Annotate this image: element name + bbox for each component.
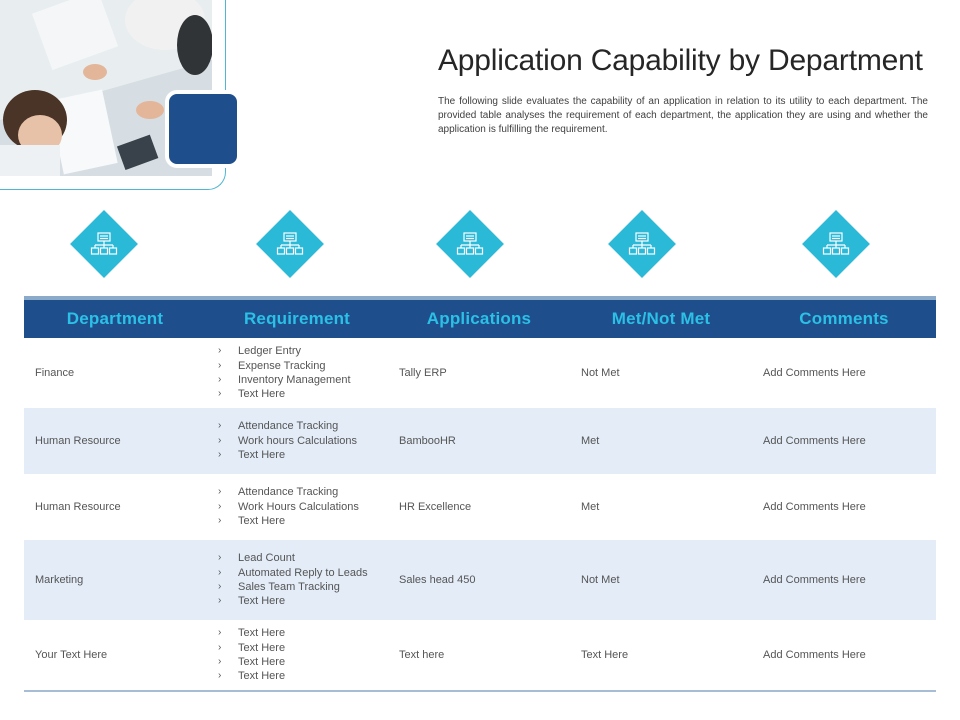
chevron-right-icon: › [218, 670, 222, 682]
requirement-item: › Text Here [218, 670, 286, 683]
requirement-item: › Lead Count [218, 552, 295, 565]
page-title: Application Capability by Department [438, 44, 923, 77]
chevron-right-icon: › [218, 449, 222, 461]
requirement-cell [206, 344, 388, 402]
page-subtitle: The following slide evaluates the capability of an application in relation to its utility to each department. The provided table analyses the requirement of each department, the application they are using and whether the application is fulfilling the requirement. [438, 96, 928, 135]
met-status-cell: Not Met [581, 574, 620, 586]
requirement-item: › Sales Team Tracking [218, 581, 340, 593]
table-row [24, 620, 936, 690]
comment-cell: Add Comments Here [763, 501, 866, 513]
application-cell: Sales head 450 [399, 574, 476, 586]
application-cell: Tally ERP [399, 367, 447, 379]
comment-cell: Add Comments Here [763, 435, 866, 447]
chevron-right-icon: › [218, 345, 222, 357]
capability-table [24, 296, 936, 692]
requirement-item: › Text Here [218, 515, 286, 528]
comment-cell: Add Comments Here [763, 649, 866, 661]
comment-cell: Add Comments Here [763, 367, 866, 379]
chevron-right-icon: › [218, 486, 222, 498]
requirement-item: › Work Hours Calculations [218, 500, 359, 513]
application-cell: Text here [399, 649, 445, 661]
department-cell: Human Resource [35, 501, 121, 513]
requirement-cell [206, 551, 388, 609]
requirement-item: › Text Here [218, 449, 286, 462]
chevron-right-icon: › [218, 552, 222, 564]
header-department: Department [66, 309, 164, 328]
chevron-right-icon: › [218, 374, 222, 385]
met-status-cell: Met [581, 501, 600, 513]
accent-square [165, 90, 241, 168]
chevron-right-icon: › [218, 420, 222, 432]
requirement-cell [206, 626, 388, 684]
requirement-item: › Work hours Calculations [218, 434, 358, 447]
department-cell: Your Text Here [35, 649, 108, 661]
met-status-cell: Met [581, 435, 600, 447]
sitemap-icon [276, 232, 304, 256]
department-cell: Human Resource [35, 435, 121, 447]
requirement-item: › Text Here [218, 656, 286, 668]
table-row [24, 408, 936, 474]
chevron-right-icon: › [218, 656, 222, 667]
chevron-right-icon: › [218, 641, 222, 653]
chevron-right-icon: › [218, 434, 222, 446]
sitemap-icon [822, 232, 850, 256]
sitemap-icon [628, 232, 656, 256]
requirement-item: › Text Here [218, 388, 286, 401]
requirement-item: › Expense Tracking [218, 359, 326, 372]
table-row [24, 540, 936, 620]
requirement-item: › Ledger Entry [218, 345, 301, 358]
department-cell: Marketing [35, 574, 84, 586]
header-requirement: Requirement [243, 309, 351, 328]
sitemap-icon [456, 232, 484, 256]
application-cell: HR Excellence [399, 501, 472, 513]
department-cell: Finance [35, 367, 75, 379]
requirement-cell [206, 419, 388, 462]
chevron-right-icon: › [218, 566, 222, 578]
header-applications: Applications [426, 309, 532, 328]
requirement-item: › Automated Reply to Leads [218, 566, 368, 579]
requirement-item: › Text Here [218, 641, 286, 654]
chevron-right-icon: › [218, 627, 222, 639]
requirement-cell [206, 485, 388, 528]
table-header [24, 296, 936, 338]
met-status-cell: Text Here [581, 649, 629, 661]
table-row [24, 338, 936, 408]
chevron-right-icon: › [218, 595, 222, 607]
chevron-right-icon: › [218, 515, 222, 527]
header-comments: Comments [799, 309, 889, 328]
table-row [24, 474, 936, 540]
chevron-right-icon: › [218, 581, 222, 592]
application-cell: BambooHR [399, 435, 456, 447]
header-met-not-met: Met/Not Met [611, 309, 711, 328]
chevron-right-icon: › [218, 359, 222, 371]
chevron-right-icon: › [218, 500, 222, 512]
requirement-item: › Inventory Management [218, 374, 351, 386]
comment-cell: Add Comments Here [763, 574, 866, 586]
met-status-cell: Not Met [581, 367, 620, 379]
table-bottom-divider [24, 690, 936, 692]
sitemap-icon [90, 232, 118, 256]
requirement-item: › Text Here [218, 627, 286, 640]
requirement-item: › Text Here [218, 595, 286, 608]
chevron-right-icon: › [218, 388, 222, 400]
requirement-item: › Attendance Tracking [218, 420, 339, 433]
requirement-item: › Attendance Tracking [218, 486, 339, 499]
